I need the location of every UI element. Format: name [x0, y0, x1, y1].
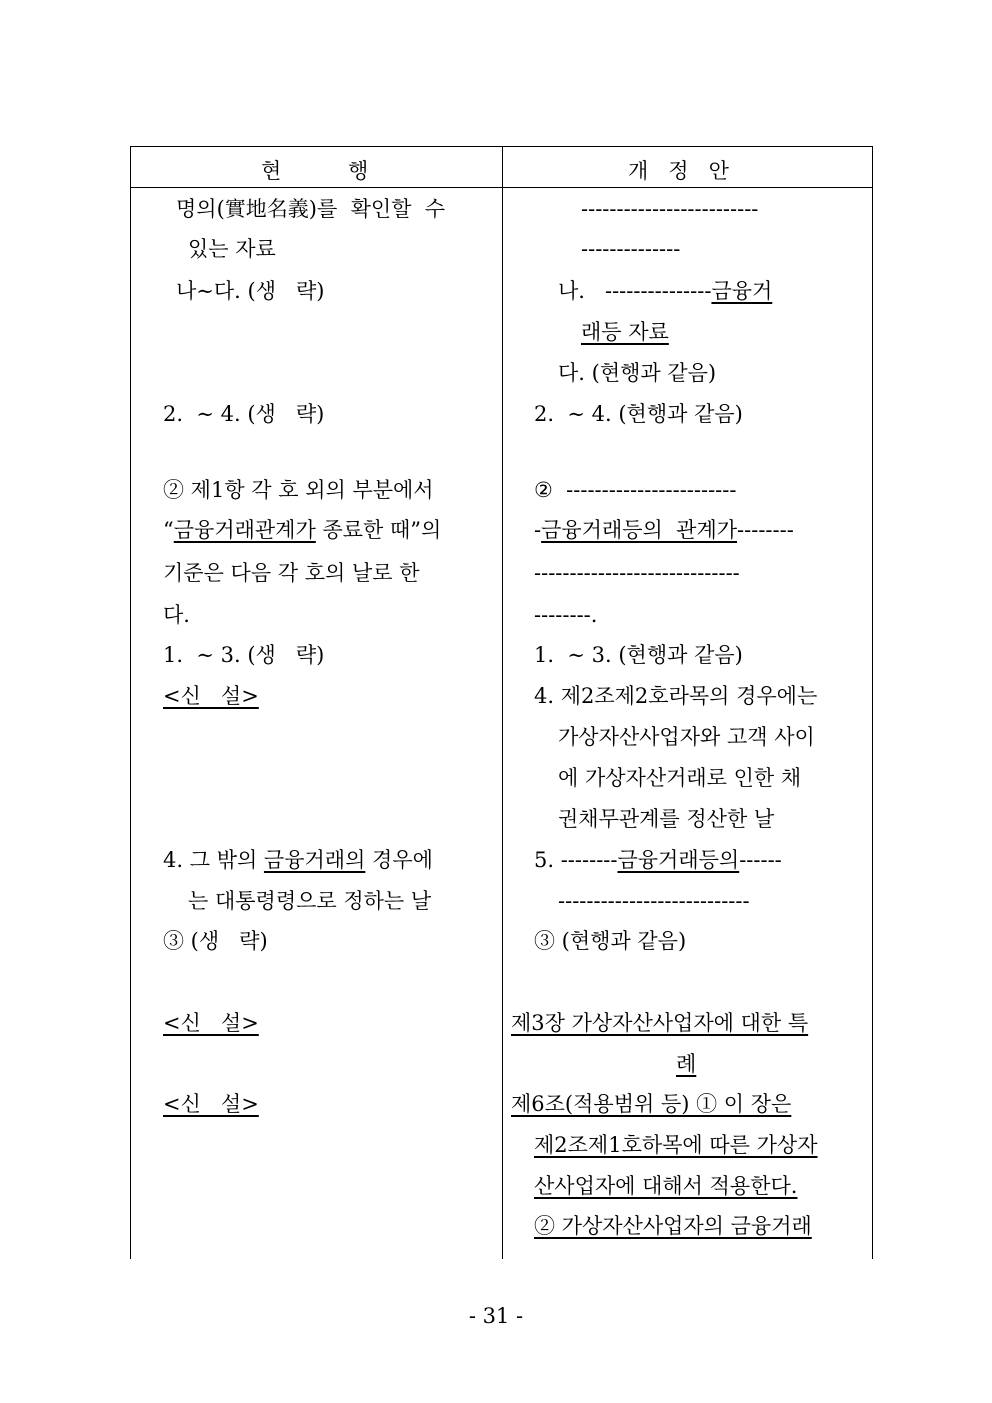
left-line: 다. — [163, 603, 190, 627]
right-line: 2. ∼ 4. (현행과 같음) — [534, 402, 743, 426]
left-line: 나∼다. (생 략) — [176, 279, 325, 303]
page-number: - 31 - — [468, 1304, 524, 1328]
left-line: ③ (생 략) — [163, 929, 268, 953]
right-line: ② 가상자산사업자의 금융거래 — [534, 1214, 812, 1238]
left-line: 2. ∼ 4. (생 략) — [163, 402, 325, 426]
right-line: 1. ∼ 3. (현행과 같음) — [534, 643, 743, 667]
left-line: 명의(實地名義)를 확인할 수 — [176, 197, 446, 221]
chapter-heading: 제3장 가상자산사업자에 대한 특 — [511, 1011, 809, 1035]
left-line: ② 제1항 각 호 외의 부분에서 — [163, 478, 434, 502]
right-line: ------------------------- — [581, 197, 759, 221]
header-current: 현 행 — [261, 159, 369, 183]
new-provision-label: <신 설> — [163, 684, 259, 708]
new-provision-label: <신 설> — [163, 1011, 259, 1035]
right-line: 4. 제2조제2호라목의 경우에는 — [534, 684, 818, 708]
right-line: ③ (현행과 같음) — [534, 929, 687, 953]
chapter-heading-cont: 례 — [676, 1052, 697, 1076]
right-line: 산사업자에 대해서 적용한다. — [534, 1174, 798, 1198]
left-line: 4. 그 밖의 금융거래의 경우에 — [163, 848, 433, 872]
new-provision-label: <신 설> — [163, 1092, 259, 1116]
right-line: -금융거래등의 관계가-------- — [534, 518, 794, 542]
column-divider — [502, 147, 503, 1259]
left-line: 있는 자료 — [188, 237, 276, 261]
right-line: 권채무관계를 정산한 날 — [558, 807, 775, 831]
right-line: 가상자산사업자와 고객 사이 — [558, 725, 815, 749]
left-line: 기준은 다음 각 호의 날로 한 — [163, 561, 420, 585]
right-line: --------------------------- — [558, 889, 750, 913]
right-line: -------------- — [581, 237, 681, 261]
right-line: 래등 자료 — [581, 320, 669, 344]
article-heading: 제6조(적용범위 등) ① 이 장은 — [511, 1092, 792, 1116]
header-proposed: 개 정 안 — [628, 159, 729, 183]
right-line: 나. ---------------금융거 — [558, 279, 773, 303]
right-line: 다. (현행과 같음) — [558, 361, 717, 385]
left-line: 1. ∼ 3. (생 략) — [163, 643, 325, 667]
right-line: ----------------------------- — [534, 561, 740, 585]
right-line: --------. — [534, 603, 598, 627]
left-line: “금융거래관계가 종료한 때”의 — [163, 518, 442, 542]
right-line: 5. --------금융거래등의------ — [534, 848, 782, 872]
right-line: ② ------------------------ — [534, 478, 737, 502]
right-line: 제2조제1호하목에 따른 가상자 — [534, 1133, 818, 1157]
right-line: 에 가상자산거래로 인한 채 — [558, 766, 802, 790]
left-line: 는 대통령령으로 정하는 날 — [188, 889, 432, 913]
